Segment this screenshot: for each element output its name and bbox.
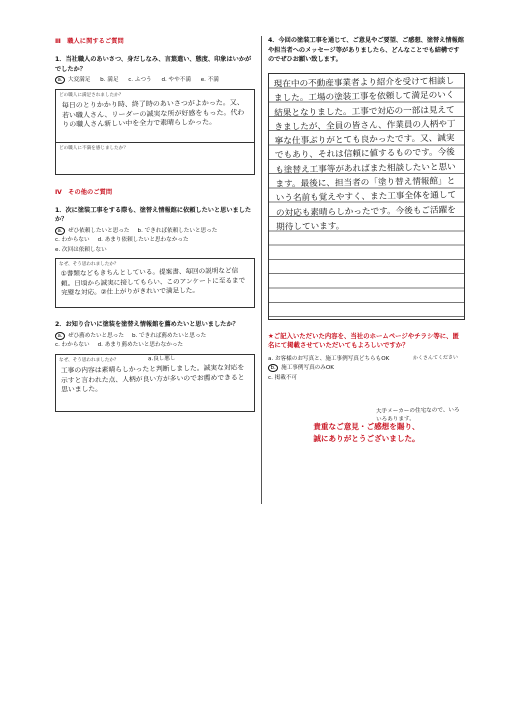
option-e[interactable]: e. 次回は依頼しない [55, 246, 107, 253]
right-q4-text: 4．今回の塗装工事を通じて、ご意見やご要望、ご感想、塗替え情報館や担当者へのメッセージ等がありましたら、どんなことでも結構ですのでぜひお願い致します。 [268, 37, 464, 63]
section4-q2-options [55, 332, 255, 351]
permission-side-note: 大手メーカーの住宅なので、いろいろあります。 [375, 407, 460, 423]
option-e[interactable]: e. 不満 [200, 77, 219, 83]
option-b[interactable]: b. できれば依頼したいと思った [137, 227, 218, 234]
section4-q1-answer-box [55, 258, 255, 308]
thanks-line-2: 誠にありがとうございました。 [313, 434, 420, 443]
section4-q2-text: 2．お知り合いに塗装を塗替え情報館を薦めたいと思いましたか？ [55, 321, 239, 328]
option-b[interactable]: b. 満足 [100, 77, 119, 83]
why-label: なぜ、そう思われましたか？ [59, 262, 119, 267]
option-b[interactable]: b. できれば薦めたいと思った [131, 332, 207, 339]
right-column [268, 36, 465, 445]
why-label: なぜ、そう思われましたか？ [59, 357, 119, 363]
permission-option-c[interactable]: c. 掲載不可 [268, 374, 298, 381]
option-c[interactable]: c. わからない [55, 237, 90, 243]
satisfied-answer: 毎日のとりかかり時、終了時のあいさつがよかった。又、若い職人さん、リーダーの誠実な所が好感をもった。代わりの職人さん新しい中を全力で素晴らしかった。 [61, 97, 245, 129]
option-a-label: 大変満足 [66, 77, 91, 83]
option-a[interactable] [55, 77, 90, 83]
option-d[interactable]: d. やや不満 [161, 77, 191, 83]
permission-title: ★ご記入いただいた内容を、当社のホームページやチラシ等に、匿名にて掲載させていただいてもよろしいですか？ [268, 331, 459, 349]
option-a-label: ぜひ依頼したいと思った [66, 227, 130, 234]
selected-mark: a. [55, 332, 65, 340]
option-c[interactable]: c. わからない [55, 342, 90, 348]
option-c[interactable]: c. ふつう [128, 77, 152, 83]
option-a[interactable] [55, 228, 130, 234]
section4-q1-answer: ①書類などもきちんとしている。提案書、毎回の説明など信頼。日頃から誠実に接してもらい、このアンケートに至るまで完璧な対応。②仕上がりがきれいで満足した。 [60, 266, 246, 297]
option-d[interactable]: d. あまり薦めたいと思わなかった [97, 342, 184, 348]
dissatisfied-label: どの職人に不満を感じましたか？ [59, 145, 128, 151]
section4-q1-options [55, 227, 255, 256]
option-d[interactable]: d. あまり依頼したいと思わなかった [97, 237, 189, 243]
right-q4-answer-box [268, 73, 465, 320]
permission-handwritten-note: かくさんてください [412, 354, 459, 362]
option-a-label: ぜひ薦めたいと思った [66, 332, 124, 339]
section3-q1-options [55, 76, 255, 86]
permission-option-b[interactable] [268, 364, 465, 374]
selected-mark: a. [55, 227, 65, 235]
box-separator [56, 142, 254, 143]
section3-q1-answer-box [55, 89, 255, 175]
column-divider [261, 36, 262, 504]
permission-option-a[interactable]: a. お客様のお写真と、施工事例写真どちらもOK [268, 355, 390, 362]
permission-option-b-label: 施工事例写真のみOK [279, 365, 334, 371]
why-note: a.良し悪し [147, 355, 176, 362]
satisfied-label: どの職人に満足されましたか？ [59, 92, 124, 98]
section4-q2-answer-box [55, 354, 255, 412]
thanks-line-1: 貴重なご意見・ご感想を賜り、 [313, 422, 420, 431]
selected-mark: b. [268, 364, 278, 372]
selected-mark: a. [55, 76, 65, 84]
right-q4-answer: 現在中の不動産事業者より紹介を受けて相談しました。工場の塗装工事を依頼して満足のいく結果となりました。工事で対応の一部は見えてきましたが、全員の皆さん、作業員の人柄や丁寧な仕事ぶりがとても良かったです。又、誠実でもあり、それは信頼に値するものです。今後も塗替え工事等があればまた相談したいと思います。最後に、担当者の「塗り替え情報館」という名前も覚えやすく、また工事全体を通しての対応も素晴らしかったです。今後もご活躍を期待しています。 [273, 75, 457, 233]
section3-title: Ⅲ 職人に関するご質問 [55, 38, 124, 45]
section4-title: Ⅳ その他のご質問 [55, 188, 113, 196]
section4-q1-text: 1．次に塗装工事をする際も、塗替え情報館に依頼したいと思いましたか？ [55, 206, 252, 223]
thanks-block [268, 421, 465, 445]
left-column [55, 36, 255, 412]
section3-q1-text: 1．当社職人のあいさつ、身だしなみ、言葉遣い、態度、印象はいかがでしたか？ [55, 56, 252, 73]
option-a[interactable] [55, 333, 124, 339]
section4-q2-answer: 工事の内容は素晴らしかったと判断しました。誠実な対応を示すと言われた点、人柄が良い方が多いのでお薦めできると思いました。 [60, 362, 245, 394]
